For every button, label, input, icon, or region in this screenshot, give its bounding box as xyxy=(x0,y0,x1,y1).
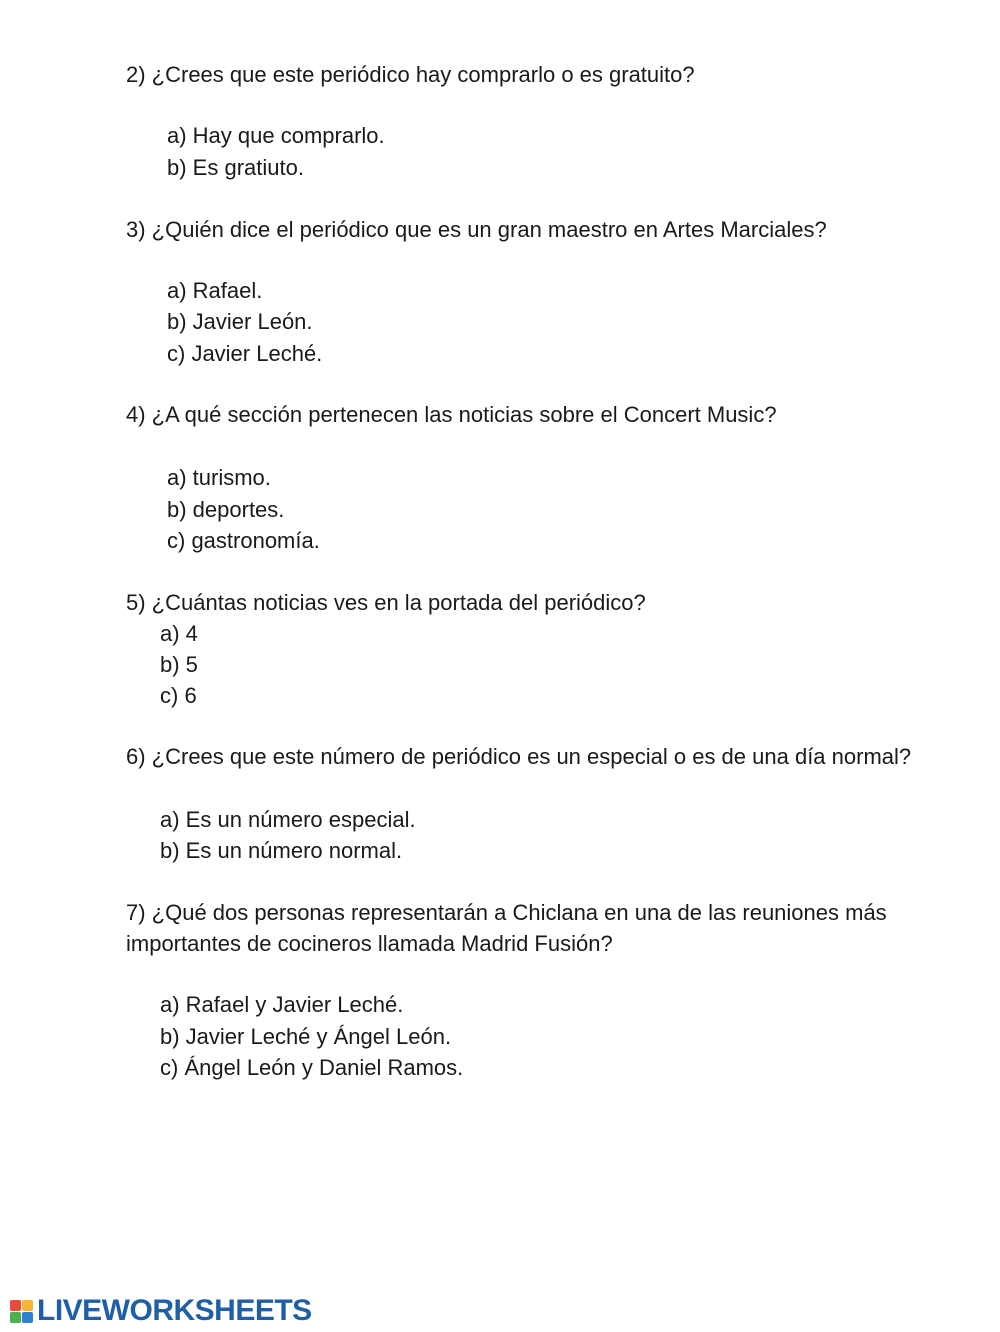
question-5: 5) ¿Cuántas noticias ves en la portada del periódico? xyxy=(126,590,646,615)
question-6-option-a: a) Es un número especial. xyxy=(160,807,416,832)
logo-square-yellow xyxy=(22,1300,33,1311)
question-7-option-c: c) Ángel León y Daniel Ramos. xyxy=(160,1055,464,1080)
logo-square-red xyxy=(10,1300,21,1311)
question-3-option-c: c) Javier Leché. xyxy=(167,341,323,366)
question-2-option-b: b) Es gratiuto. xyxy=(167,155,304,180)
logo-text: LIVEWORKSHEETS xyxy=(37,1294,312,1327)
question-7-option-a: a) Rafael y Javier Leché. xyxy=(160,992,404,1017)
question-3-option-b: b) Javier León. xyxy=(167,309,313,334)
question-4-option-c: c) gastronomía. xyxy=(167,528,320,553)
logo-square-blue xyxy=(22,1312,33,1323)
question-4-option-a: a) turismo. xyxy=(167,465,271,490)
question-7-option-b: b) Javier Leché y Ángel León. xyxy=(160,1024,452,1049)
question-3: 3) ¿Quién dice el periódico que es un gran maestro en Artes Marciales? xyxy=(126,217,827,242)
question-7-line-1: 7) ¿Qué dos personas representarán a Chiclana en una de las reuniones más xyxy=(126,900,887,925)
question-6-option-b: b) Es un número normal. xyxy=(160,838,403,863)
question-2-option-a: a) Hay que comprarlo. xyxy=(167,123,385,148)
question-4: 4) ¿A qué sección pertenecen las noticias sobre el Concert Music? xyxy=(126,402,777,427)
logo-square-green xyxy=(10,1312,21,1323)
logo-mark-icon xyxy=(10,1300,33,1323)
liveworksheets-logo xyxy=(10,1295,312,1327)
question-3-option-a: a) Rafael. xyxy=(167,278,263,303)
question-5-option-c: c) 6 xyxy=(160,683,197,708)
question-5-option-b: b) 5 xyxy=(160,652,198,677)
question-7-line-2: importantes de cocineros llamada Madrid Fusión? xyxy=(126,931,613,956)
question-5-option-a: a) 4 xyxy=(160,621,198,646)
question-6: 6) ¿Crees que este número de periódico es un especial o es de una día normal? xyxy=(126,744,912,769)
question-2: 2) ¿Crees que este periódico hay comprarlo o es gratuito? xyxy=(126,62,695,87)
question-4-option-b: b) deportes. xyxy=(167,497,285,522)
